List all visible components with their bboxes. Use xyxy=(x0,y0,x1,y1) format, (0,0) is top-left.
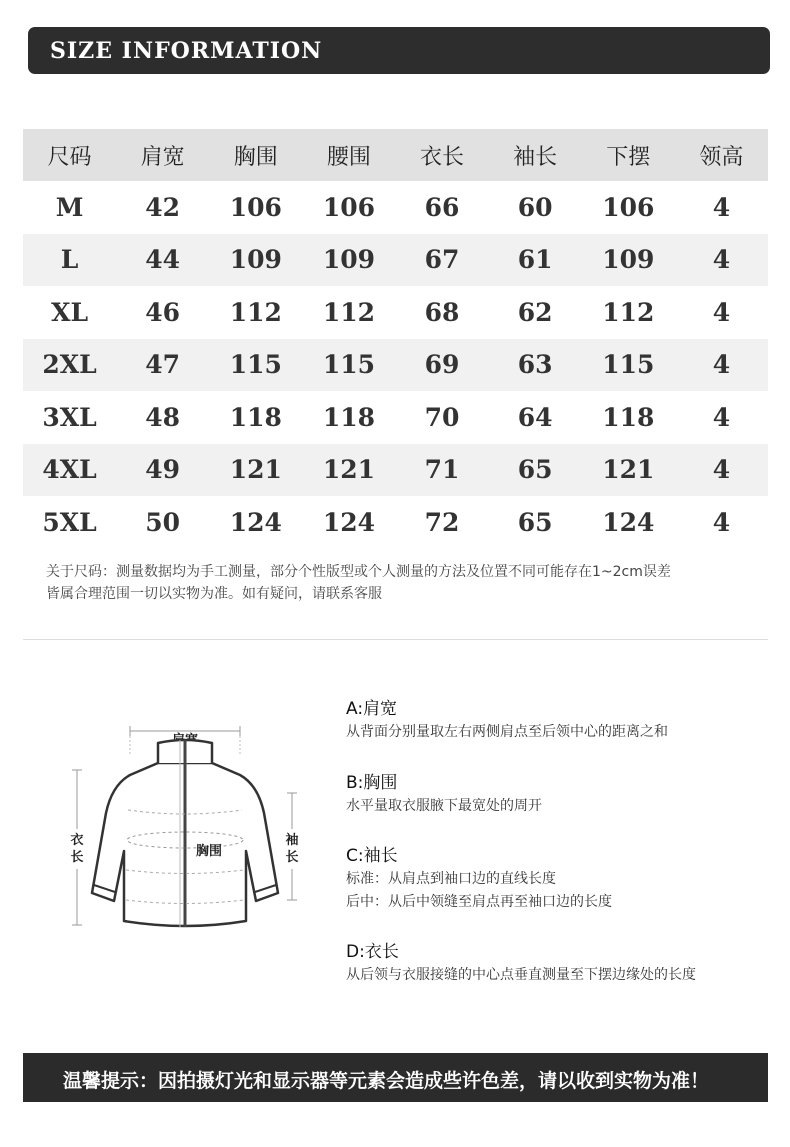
column-header: 腰围 xyxy=(302,129,395,181)
definition-length xyxy=(346,940,696,987)
size-table xyxy=(23,129,768,549)
table-cell: 62 xyxy=(517,297,553,327)
note-line: 皆属合理范围一切以实物为准。如有疑问，请联系客服 xyxy=(46,586,382,602)
table-cell: 3XL xyxy=(42,402,97,432)
table-cell: 109 xyxy=(582,234,675,287)
definition-desc: 后中：从后中领缝至肩点再至袖口边的长度 xyxy=(346,894,612,910)
definition-sleeve xyxy=(346,844,612,914)
column-header: 肩宽 xyxy=(116,129,209,181)
table-cell: 4 xyxy=(675,234,768,287)
table-cell: 118 xyxy=(229,402,282,432)
jacket-measurement-diagram xyxy=(60,715,320,955)
sleeve-label-top: 袖 xyxy=(285,833,299,848)
definition-desc: 标准：从肩点到袖口边的直线长度 xyxy=(346,871,556,887)
definition-chest xyxy=(346,771,542,818)
table-cell: 60 xyxy=(517,192,553,222)
table-cell: 49 xyxy=(116,444,209,497)
definition-title: A:肩宽 xyxy=(346,699,398,719)
definition-desc: 从背面分别量取左右两侧肩点至后领中心的距离之和 xyxy=(346,724,668,740)
table-cell: 63 xyxy=(489,339,582,392)
column-header: 领高 xyxy=(675,129,768,181)
section-divider xyxy=(23,639,768,640)
table-cell: 61 xyxy=(489,234,582,287)
table-cell: XL xyxy=(51,297,89,327)
definition-shoulder xyxy=(346,697,668,744)
table-cell: 109 xyxy=(209,234,302,287)
page-title: SIZE INFORMATION xyxy=(50,38,323,64)
table-cell: 4 xyxy=(712,402,731,432)
table-cell: 2XL xyxy=(23,339,116,392)
table-cell: 106 xyxy=(322,192,376,222)
definition-title: C:袖长 xyxy=(346,846,398,866)
table-cell: 4 xyxy=(675,444,768,497)
table-cell: 4 xyxy=(712,192,731,222)
table-cell: 112 xyxy=(229,297,282,327)
length-label-top: 衣 xyxy=(70,833,84,848)
table-row xyxy=(23,339,768,392)
table-cell: 4 xyxy=(675,339,768,392)
table-cell: 69 xyxy=(396,339,489,392)
table-cell: 67 xyxy=(396,234,489,287)
table-cell: 50 xyxy=(145,507,181,537)
table-cell: 109 xyxy=(302,234,395,287)
footer-notice: 温馨提示：因拍摄灯光和显示器等元素会造成些许色差，请以收到实物为准！ xyxy=(63,1070,710,1092)
table-cell: 115 xyxy=(582,339,675,392)
table-cell: 47 xyxy=(116,339,209,392)
table-cell: 124 xyxy=(602,507,655,537)
table-cell: L xyxy=(23,234,116,287)
chest-label: 胸围 xyxy=(195,844,223,859)
definition-title: B:胸围 xyxy=(346,773,398,793)
definition-title: D:衣长 xyxy=(346,942,399,962)
table-cell: 4 xyxy=(712,507,731,537)
table-cell: 112 xyxy=(602,297,655,327)
table-cell: 121 xyxy=(302,444,395,497)
column-header: 下摆 xyxy=(582,129,675,181)
table-row xyxy=(23,181,768,234)
table-cell: 68 xyxy=(424,297,460,327)
footer-banner xyxy=(23,1053,768,1102)
table-cell: 118 xyxy=(322,402,376,432)
sleeve-label-bottom: 长 xyxy=(285,850,299,865)
table-cell: 115 xyxy=(209,339,302,392)
table-cell: 5XL xyxy=(42,507,97,537)
column-header: 衣长 xyxy=(396,129,489,181)
table-cell: 44 xyxy=(116,234,209,287)
table-cell: 72 xyxy=(424,507,460,537)
table-header-row xyxy=(23,129,768,181)
table-cell: 48 xyxy=(145,402,181,432)
table-cell: 118 xyxy=(602,402,655,432)
table-cell: 106 xyxy=(602,192,655,222)
header-banner xyxy=(28,27,770,74)
table-cell: 64 xyxy=(517,402,553,432)
table-cell: 65 xyxy=(517,507,553,537)
table-cell: 46 xyxy=(145,297,181,327)
table-cell: 4XL xyxy=(23,444,116,497)
definition-desc: 水平量取衣服腋下最宽处的周开 xyxy=(346,798,542,814)
table-cell: 65 xyxy=(489,444,582,497)
table-row xyxy=(23,234,768,287)
table-row xyxy=(23,444,768,497)
table-cell: 115 xyxy=(302,339,395,392)
table-cell: M xyxy=(55,192,84,222)
note-line: 关于尺码：测量数据均为手工测量，部分个性版型或个人测量的方法及位置不同可能存在1~2cm误差 xyxy=(46,564,671,580)
table-row xyxy=(23,391,768,444)
column-header: 胸围 xyxy=(209,129,302,181)
table-cell: 70 xyxy=(424,402,460,432)
table-cell: 124 xyxy=(229,507,282,537)
table-cell: 124 xyxy=(322,507,376,537)
table-row xyxy=(23,496,768,549)
table-cell: 121 xyxy=(209,444,302,497)
size-note xyxy=(46,561,771,605)
table-cell: 42 xyxy=(145,192,181,222)
table-cell: 4 xyxy=(712,297,731,327)
table-cell: 106 xyxy=(229,192,282,222)
column-header: 尺码 xyxy=(23,129,116,181)
table-cell: 121 xyxy=(582,444,675,497)
table-cell: 66 xyxy=(424,192,460,222)
definition-desc: 从后领与衣服接缝的中心点垂直测量至下摆边缘处的长度 xyxy=(346,967,696,983)
table-cell: 112 xyxy=(322,297,376,327)
table-cell: 71 xyxy=(396,444,489,497)
length-label-bottom: 长 xyxy=(70,850,84,865)
column-header: 袖长 xyxy=(489,129,582,181)
table-row xyxy=(23,286,768,339)
